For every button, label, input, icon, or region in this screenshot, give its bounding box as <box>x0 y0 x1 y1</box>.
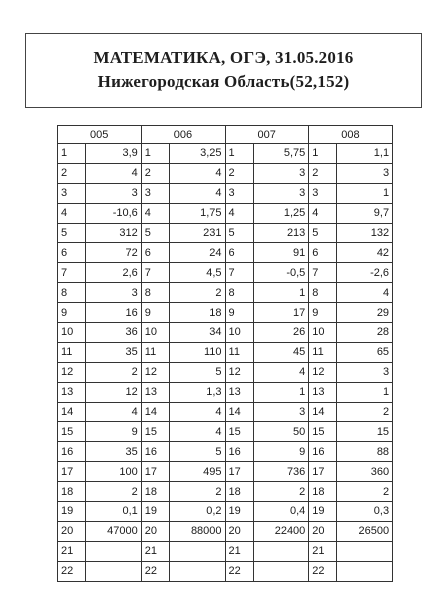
question-number: 1 <box>141 144 169 164</box>
answer-value: 0,1 <box>86 502 142 522</box>
answer-value: 2 <box>86 362 142 382</box>
table-row <box>58 382 393 402</box>
question-number: 2 <box>58 163 86 183</box>
question-number: 3 <box>225 183 253 203</box>
table-row <box>58 561 393 581</box>
answer-value: 312 <box>86 223 142 243</box>
question-number: 22 <box>58 561 86 581</box>
question-number: 3 <box>141 183 169 203</box>
table-row <box>58 482 393 502</box>
question-number: 9 <box>225 303 253 323</box>
question-number: 14 <box>225 402 253 422</box>
answer-value: 2 <box>337 402 393 422</box>
question-number: 19 <box>141 502 169 522</box>
question-number: 19 <box>58 502 86 522</box>
table-body <box>58 144 393 582</box>
question-number: 12 <box>225 362 253 382</box>
answer-value: 5 <box>169 362 225 382</box>
answer-value: 26 <box>253 323 309 343</box>
answer-value: 4 <box>169 402 225 422</box>
question-number: 5 <box>309 223 337 243</box>
question-number: 5 <box>141 223 169 243</box>
question-number: 8 <box>141 283 169 303</box>
answer-value: 1,75 <box>169 203 225 223</box>
question-number: 21 <box>225 541 253 561</box>
answer-value <box>86 561 142 581</box>
answer-value: 65 <box>337 342 393 362</box>
question-number: 4 <box>309 203 337 223</box>
answer-value: 50 <box>253 422 309 442</box>
table-row <box>58 144 393 164</box>
question-number: 2 <box>225 163 253 183</box>
answer-value <box>337 541 393 561</box>
table-row <box>58 163 393 183</box>
answers-table <box>57 125 393 582</box>
table-row <box>58 541 393 561</box>
table-row <box>58 263 393 283</box>
answer-value <box>253 541 309 561</box>
answer-value: 16 <box>86 303 142 323</box>
answer-value: 88 <box>337 442 393 462</box>
answer-value: 2 <box>86 482 142 502</box>
variant-header: 005 <box>58 126 142 144</box>
page-title: МАТЕМАТИКА, ОГЭ, 31.05.2016 <box>93 48 354 67</box>
question-number: 2 <box>309 163 337 183</box>
table-row <box>58 462 393 482</box>
question-number: 3 <box>58 183 86 203</box>
question-number: 11 <box>309 342 337 362</box>
question-number: 21 <box>141 541 169 561</box>
question-number: 13 <box>309 382 337 402</box>
question-number: 12 <box>141 362 169 382</box>
answer-value: 72 <box>86 243 142 263</box>
answer-value: 132 <box>337 223 393 243</box>
answer-value: 1 <box>253 283 309 303</box>
question-number: 22 <box>225 561 253 581</box>
question-number: 14 <box>58 402 86 422</box>
question-number: 19 <box>309 502 337 522</box>
answer-value <box>169 541 225 561</box>
question-number: 16 <box>225 442 253 462</box>
answer-value: 1,1 <box>337 144 393 164</box>
question-number: 16 <box>309 442 337 462</box>
question-number: 15 <box>225 422 253 442</box>
answer-value: 3 <box>337 362 393 382</box>
question-number: 17 <box>141 462 169 482</box>
answer-value: 1,3 <box>169 382 225 402</box>
answer-value <box>337 561 393 581</box>
answer-value: 2 <box>169 283 225 303</box>
table-header-row <box>58 126 393 144</box>
answer-value: 3 <box>253 163 309 183</box>
answer-value: 100 <box>86 462 142 482</box>
answer-value: 28 <box>337 323 393 343</box>
question-number: 12 <box>309 362 337 382</box>
question-number: 19 <box>225 502 253 522</box>
question-number: 4 <box>141 203 169 223</box>
question-number: 15 <box>58 422 86 442</box>
answer-value: 36 <box>86 323 142 343</box>
question-number: 18 <box>141 482 169 502</box>
question-number: 7 <box>309 263 337 283</box>
question-number: 10 <box>141 323 169 343</box>
question-number: 10 <box>225 323 253 343</box>
question-number: 7 <box>58 263 86 283</box>
question-number: 18 <box>225 482 253 502</box>
answer-value: 5 <box>169 442 225 462</box>
answer-value: 213 <box>253 223 309 243</box>
question-number: 21 <box>58 541 86 561</box>
answer-value: 29 <box>337 303 393 323</box>
question-number: 4 <box>225 203 253 223</box>
answer-value: 26500 <box>337 521 393 541</box>
question-number: 14 <box>141 402 169 422</box>
question-number: 20 <box>141 521 169 541</box>
question-number: 20 <box>225 521 253 541</box>
variant-header: 006 <box>141 126 225 144</box>
answer-value: 45 <box>253 342 309 362</box>
answer-value: 360 <box>337 462 393 482</box>
answer-value: 2,6 <box>86 263 142 283</box>
answer-value: 110 <box>169 342 225 362</box>
question-number: 16 <box>141 442 169 462</box>
answer-value: 3 <box>253 183 309 203</box>
question-number: 14 <box>309 402 337 422</box>
answer-value: 35 <box>86 342 142 362</box>
table-row <box>58 342 393 362</box>
question-number: 17 <box>309 462 337 482</box>
answer-value: 1 <box>337 382 393 402</box>
question-number: 11 <box>141 342 169 362</box>
question-number: 21 <box>309 541 337 561</box>
answer-value: 3 <box>86 183 142 203</box>
question-number: 10 <box>58 323 86 343</box>
answer-value: 231 <box>169 223 225 243</box>
question-number: 9 <box>309 303 337 323</box>
answer-value: 4 <box>86 163 142 183</box>
question-number: 7 <box>141 263 169 283</box>
answer-value: -10,6 <box>86 203 142 223</box>
question-number: 10 <box>309 323 337 343</box>
answer-value: 3,9 <box>86 144 142 164</box>
answer-value: 4 <box>337 283 393 303</box>
question-number: 20 <box>58 521 86 541</box>
answer-value: 3 <box>253 402 309 422</box>
question-number: 6 <box>58 243 86 263</box>
answer-value: 42 <box>337 243 393 263</box>
answer-value: 91 <box>253 243 309 263</box>
answer-value: 1 <box>253 382 309 402</box>
table-row <box>58 502 393 522</box>
question-number: 11 <box>225 342 253 362</box>
answer-value: 4 <box>86 402 142 422</box>
question-number: 4 <box>58 203 86 223</box>
question-number: 13 <box>58 382 86 402</box>
question-number: 22 <box>141 561 169 581</box>
answer-value: 0,2 <box>169 502 225 522</box>
table-row <box>58 521 393 541</box>
table-row <box>58 442 393 462</box>
answer-value: 9 <box>253 442 309 462</box>
answer-value: 24 <box>169 243 225 263</box>
answer-value: -2,6 <box>337 263 393 283</box>
question-number: 15 <box>141 422 169 442</box>
question-number: 7 <box>225 263 253 283</box>
answer-value <box>169 561 225 581</box>
question-number: 18 <box>309 482 337 502</box>
answer-value: 1,25 <box>253 203 309 223</box>
answer-value: 35 <box>86 442 142 462</box>
question-number: 22 <box>309 561 337 581</box>
table-row <box>58 422 393 442</box>
answer-value: 12 <box>86 382 142 402</box>
answer-value: 4 <box>169 163 225 183</box>
answer-value: 15 <box>337 422 393 442</box>
answer-value: 9,7 <box>337 203 393 223</box>
question-number: 1 <box>58 144 86 164</box>
question-number: 18 <box>58 482 86 502</box>
question-number: 6 <box>309 243 337 263</box>
question-number: 1 <box>309 144 337 164</box>
question-number: 13 <box>225 382 253 402</box>
answer-value: 18 <box>169 303 225 323</box>
page-subtitle: Нижегородская Область(52,152) <box>97 72 350 91</box>
question-number: 6 <box>141 243 169 263</box>
question-number: 6 <box>225 243 253 263</box>
question-number: 8 <box>58 283 86 303</box>
table-row <box>58 323 393 343</box>
answer-value: 3 <box>86 283 142 303</box>
question-number: 8 <box>309 283 337 303</box>
question-number: 9 <box>141 303 169 323</box>
table-row <box>58 303 393 323</box>
answer-value: 4,5 <box>169 263 225 283</box>
answer-value: 17 <box>253 303 309 323</box>
answer-value: 495 <box>169 462 225 482</box>
question-number: 11 <box>58 342 86 362</box>
question-number: 3 <box>309 183 337 203</box>
table-row <box>58 223 393 243</box>
question-number: 16 <box>58 442 86 462</box>
question-number: 2 <box>141 163 169 183</box>
answer-value: 0,4 <box>253 502 309 522</box>
answer-value: 3 <box>337 163 393 183</box>
question-number: 17 <box>225 462 253 482</box>
answer-value: 0,3 <box>337 502 393 522</box>
answer-value: 34 <box>169 323 225 343</box>
answer-value <box>86 541 142 561</box>
question-number: 15 <box>309 422 337 442</box>
table-row <box>58 203 393 223</box>
answer-value: 2 <box>169 482 225 502</box>
question-number: 8 <box>225 283 253 303</box>
table-row <box>58 362 393 382</box>
header-box <box>25 33 422 108</box>
answer-value: 88000 <box>169 521 225 541</box>
answer-value: 4 <box>169 422 225 442</box>
answer-value: 4 <box>253 362 309 382</box>
question-number: 17 <box>58 462 86 482</box>
answer-value: 2 <box>337 482 393 502</box>
question-number: 12 <box>58 362 86 382</box>
question-number: 5 <box>58 223 86 243</box>
table-row <box>58 283 393 303</box>
answer-value: 5,75 <box>253 144 309 164</box>
answer-value: 3,25 <box>169 144 225 164</box>
answer-value: 4 <box>169 183 225 203</box>
answer-value: 736 <box>253 462 309 482</box>
answer-value: 9 <box>86 422 142 442</box>
question-number: 1 <box>225 144 253 164</box>
table-row <box>58 402 393 422</box>
table-row <box>58 183 393 203</box>
answer-value: 1 <box>337 183 393 203</box>
question-number: 13 <box>141 382 169 402</box>
table-row <box>58 243 393 263</box>
variant-header: 008 <box>309 126 393 144</box>
answer-value: 47000 <box>86 521 142 541</box>
answer-value <box>253 561 309 581</box>
answer-value: 2 <box>253 482 309 502</box>
answer-value: -0,5 <box>253 263 309 283</box>
question-number: 9 <box>58 303 86 323</box>
question-number: 20 <box>309 521 337 541</box>
answer-value: 22400 <box>253 521 309 541</box>
question-number: 5 <box>225 223 253 243</box>
variant-header: 007 <box>225 126 309 144</box>
